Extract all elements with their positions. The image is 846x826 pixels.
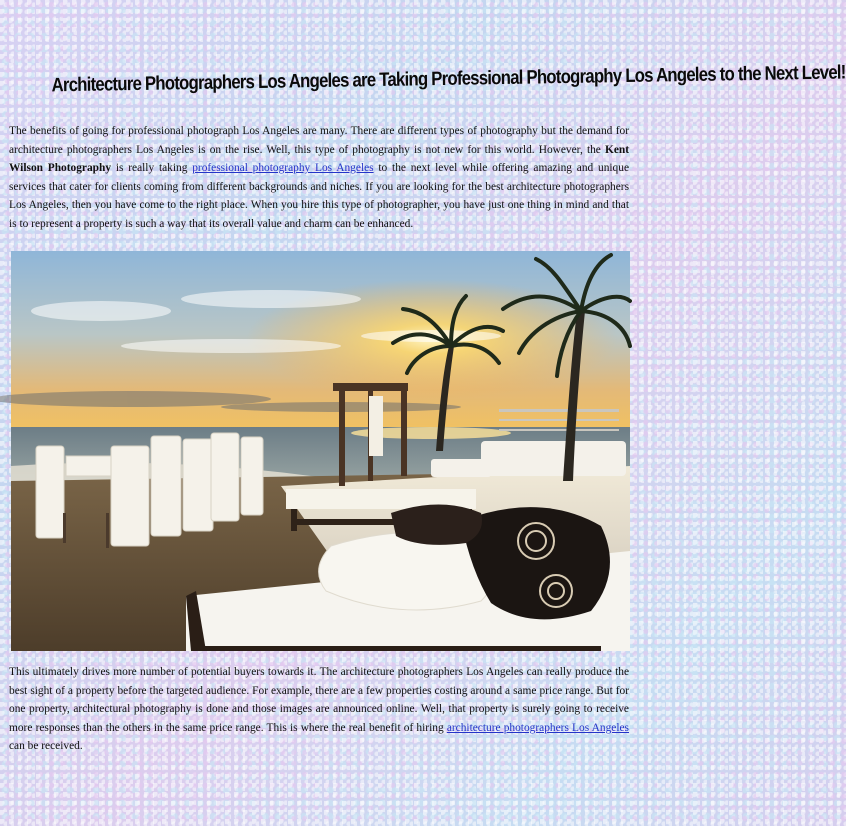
page-title: Architecture Photographers Los Angeles are Taking Professional Photography Los Angeles to the Next Level! — [51, 61, 846, 97]
intro-text-b: is really taking — [111, 162, 193, 175]
architecture-photographers-link[interactable]: architecture photographers Los Angeles — [446, 721, 629, 734]
benefits-text-b: can be received. — [9, 740, 83, 753]
beach-lounge-photo — [11, 251, 630, 651]
benefits-paragraph — [9, 663, 629, 756]
company-name: Kent Wilson Photography — [9, 143, 629, 175]
intro-text-a: The benefits of going for professional photograph Los Angeles are many. There are different types of photography but the demand for architecture photographers Los Angeles is on the rise. Well, this type of photography is not new for this world. However, the — [9, 125, 629, 156]
intro-paragraph — [9, 122, 629, 234]
benefits-text-a: This ultimately drives more number of potential buyers towards it. The architecture photographers Los Angeles can really produce the best sight of a property before the targeted audience. For example, there are a few properties costing around a same price range. But for one property, architectural photography is done and those images are announced online. Well, that property is surely going to receive more responses than the others in the same price range. This is where the real benefit of hiring — [9, 666, 629, 734]
professional-photography-link[interactable]: professional photography Los Angeles — [192, 162, 374, 175]
intro-text-c: to the next level while offering amazing and unique services that cater for clients coming from different backgrounds and niches. If you are looking for the best architecture photographers Los Angeles, then you have come to the right place. When you hire this type of photographer, you have just one thing in mind and that is to represent a property is such a way that its overall value and charm can be enhanced. — [9, 162, 629, 230]
